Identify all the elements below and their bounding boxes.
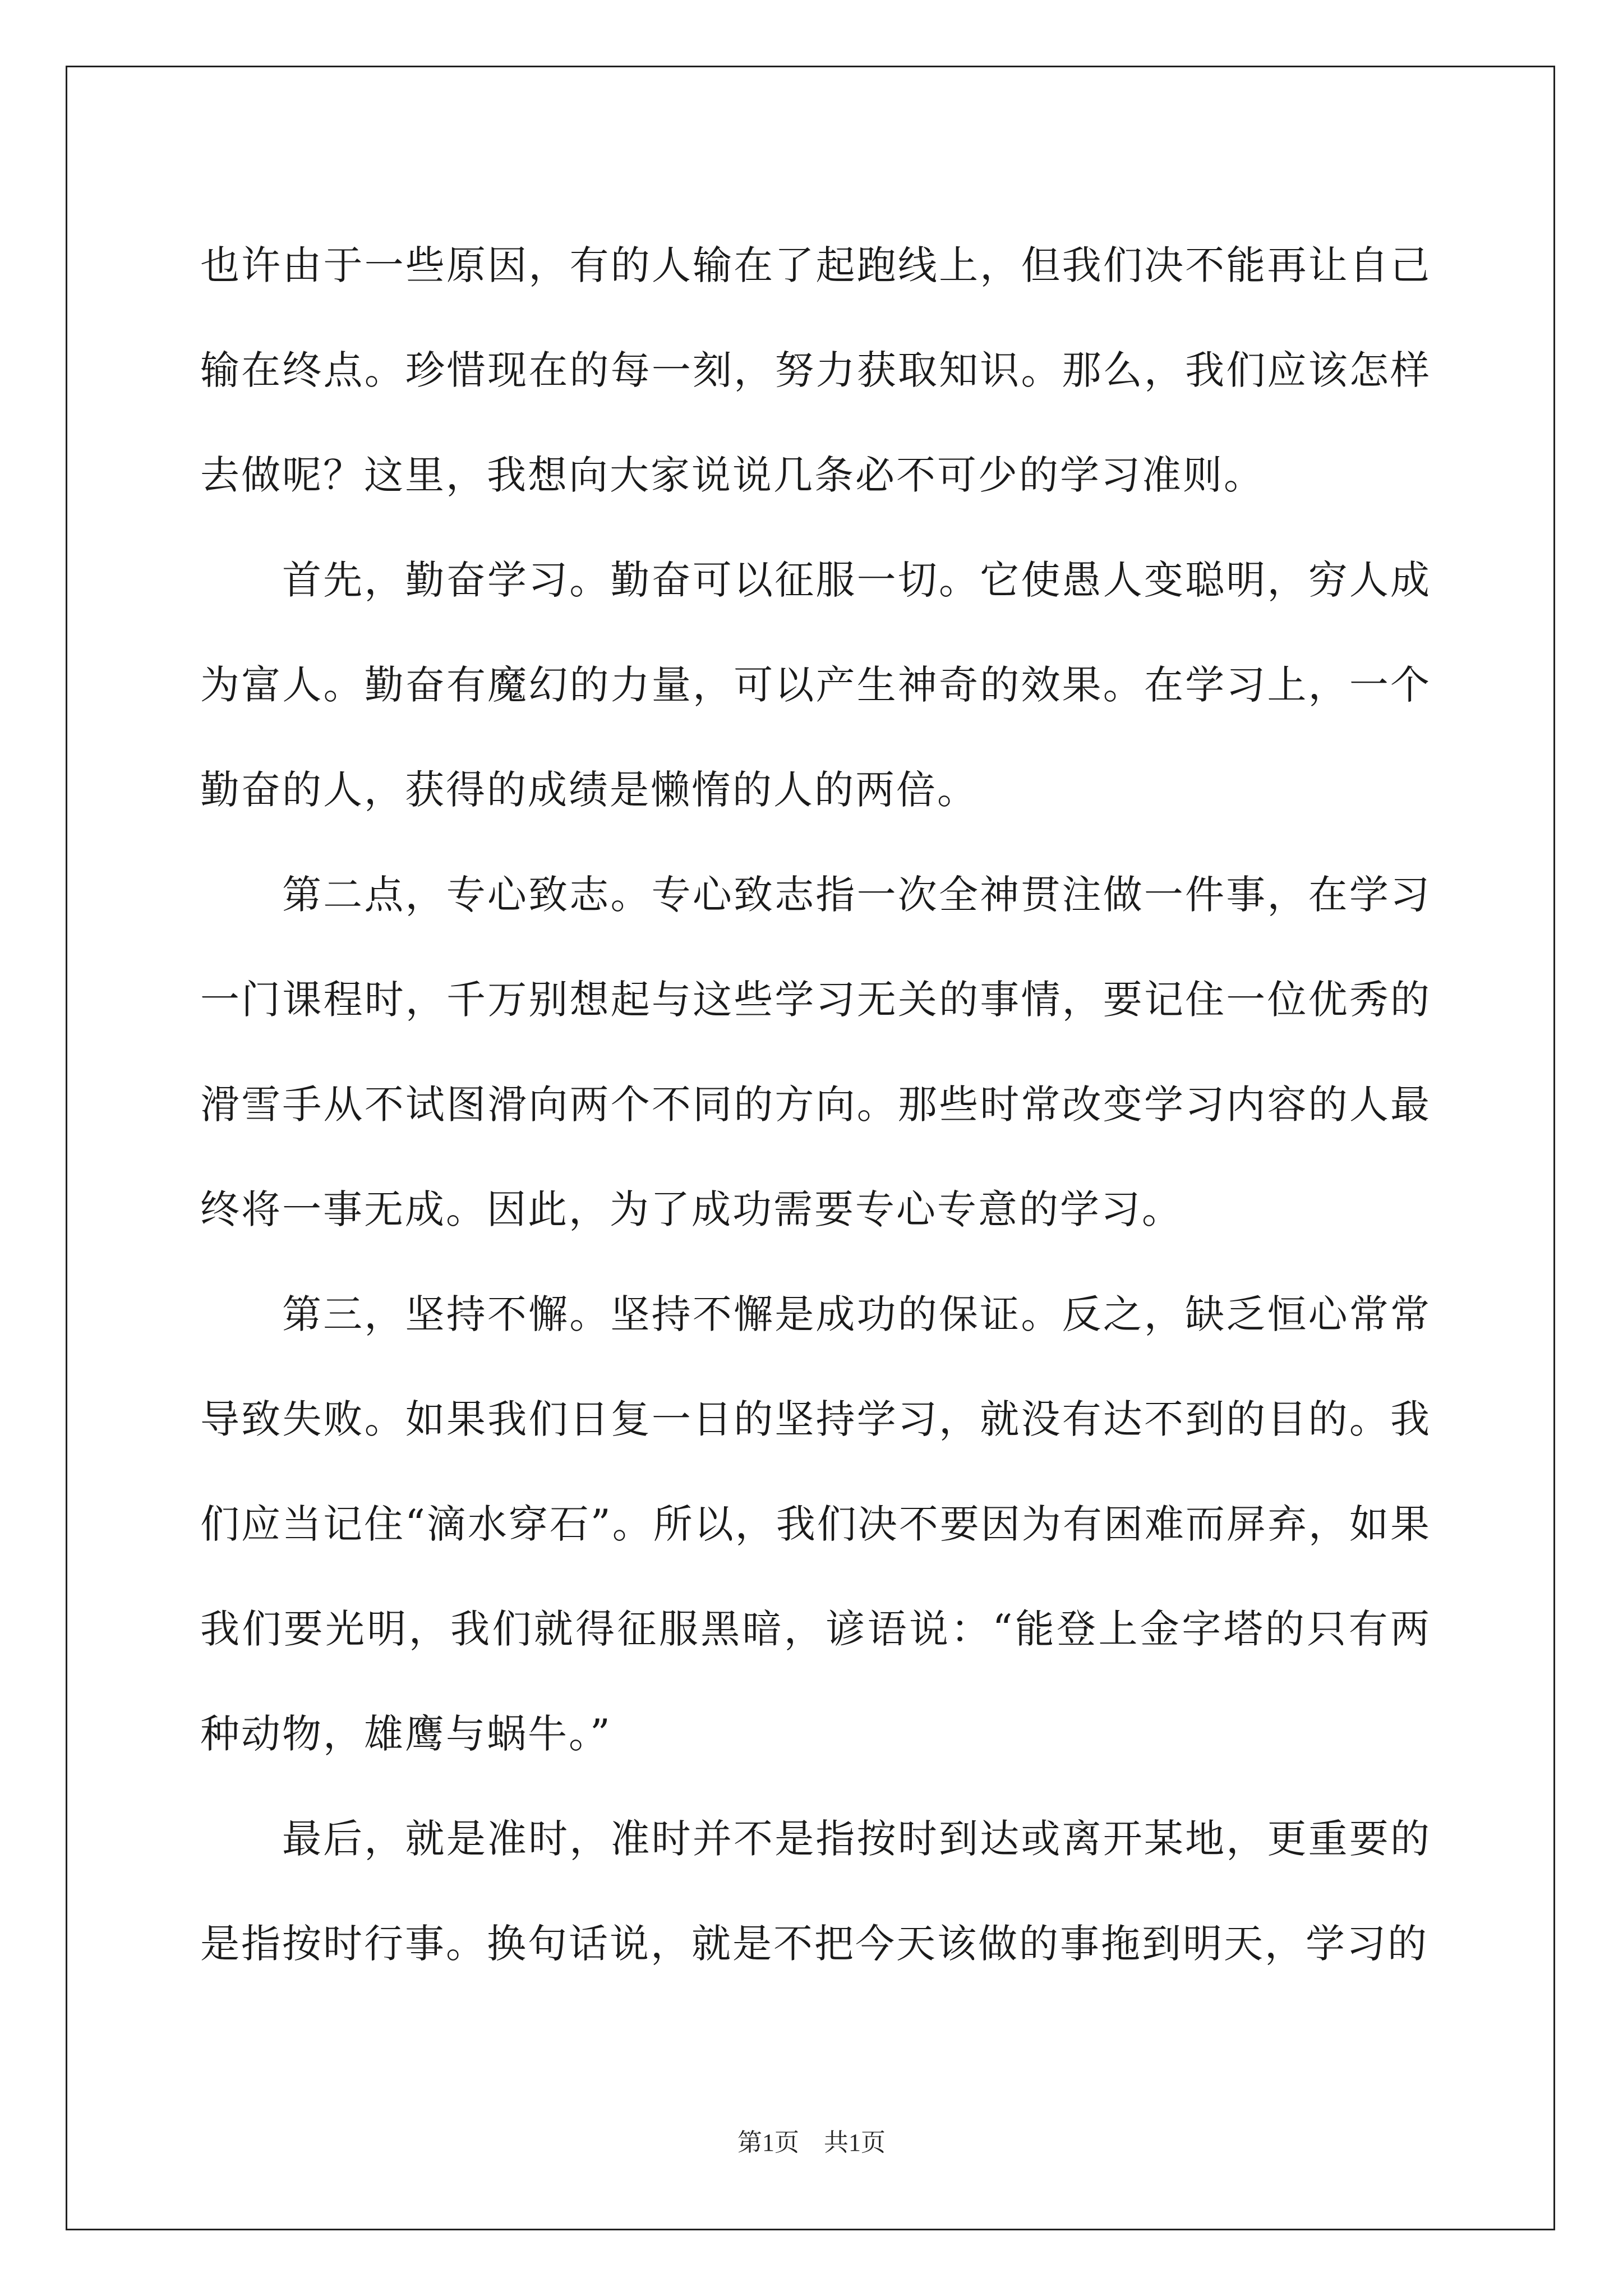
paragraph-concentration: 第二点，专心致志。专心致志指一次全神贯注做一件事，在学习一门课程时，千万别想起与这些学习无关的事情，要记住一位优秀的滑雪手从不试图滑向两个不同的方向。那些时常改变学习内容的人最终将一事无成。因此，为了成功需要专心专意的学习。 [200, 872, 1431, 1232]
paragraph-perseverance: 第三，坚持不懈。坚持不懈是成功的保证。反之，缺乏恒心常常导致失败。如果我们日复一日的坚持学习，就没有达不到的目的。我们应当记住“滴水穿石”。所以，我们决不要因为有困难而屏弃，如果我们要光明，我们就得征服黑暗，谚语说：“能登上金字塔的只有两种动物，雄鹰与蜗牛。” [200, 1291, 1431, 1757]
paragraph-punctuality: 最后，就是准时，准时并不是指按时到达或离开某地，更重要的是指按时行事。换句话说，就是不把今天该做的事拖到明天，学习的 [200, 1816, 1431, 1967]
page-number-footer: 第1页 共1页 [737, 2129, 886, 2156]
paragraph-intro: 也许由于一些原因，有的人输在了起跑线上，但我们决不能再让自己输在终点。珍惜现在的每一刻，努力获取知识。那么，我们应该怎样去做呢？这里，我想向大家说说几条必不可少的学习准则。 [200, 242, 1431, 498]
document-body [200, 213, 1431, 1996]
paragraph-diligence: 首先，勤奋学习。勤奋可以征服一切。它使愚人变聪明，穷人成为富人。勤奋有魔幻的力量，可以产生神奇的效果。在学习上，一个勤奋的人，获得的成绩是懒惰的人的两倍。 [200, 557, 1431, 813]
